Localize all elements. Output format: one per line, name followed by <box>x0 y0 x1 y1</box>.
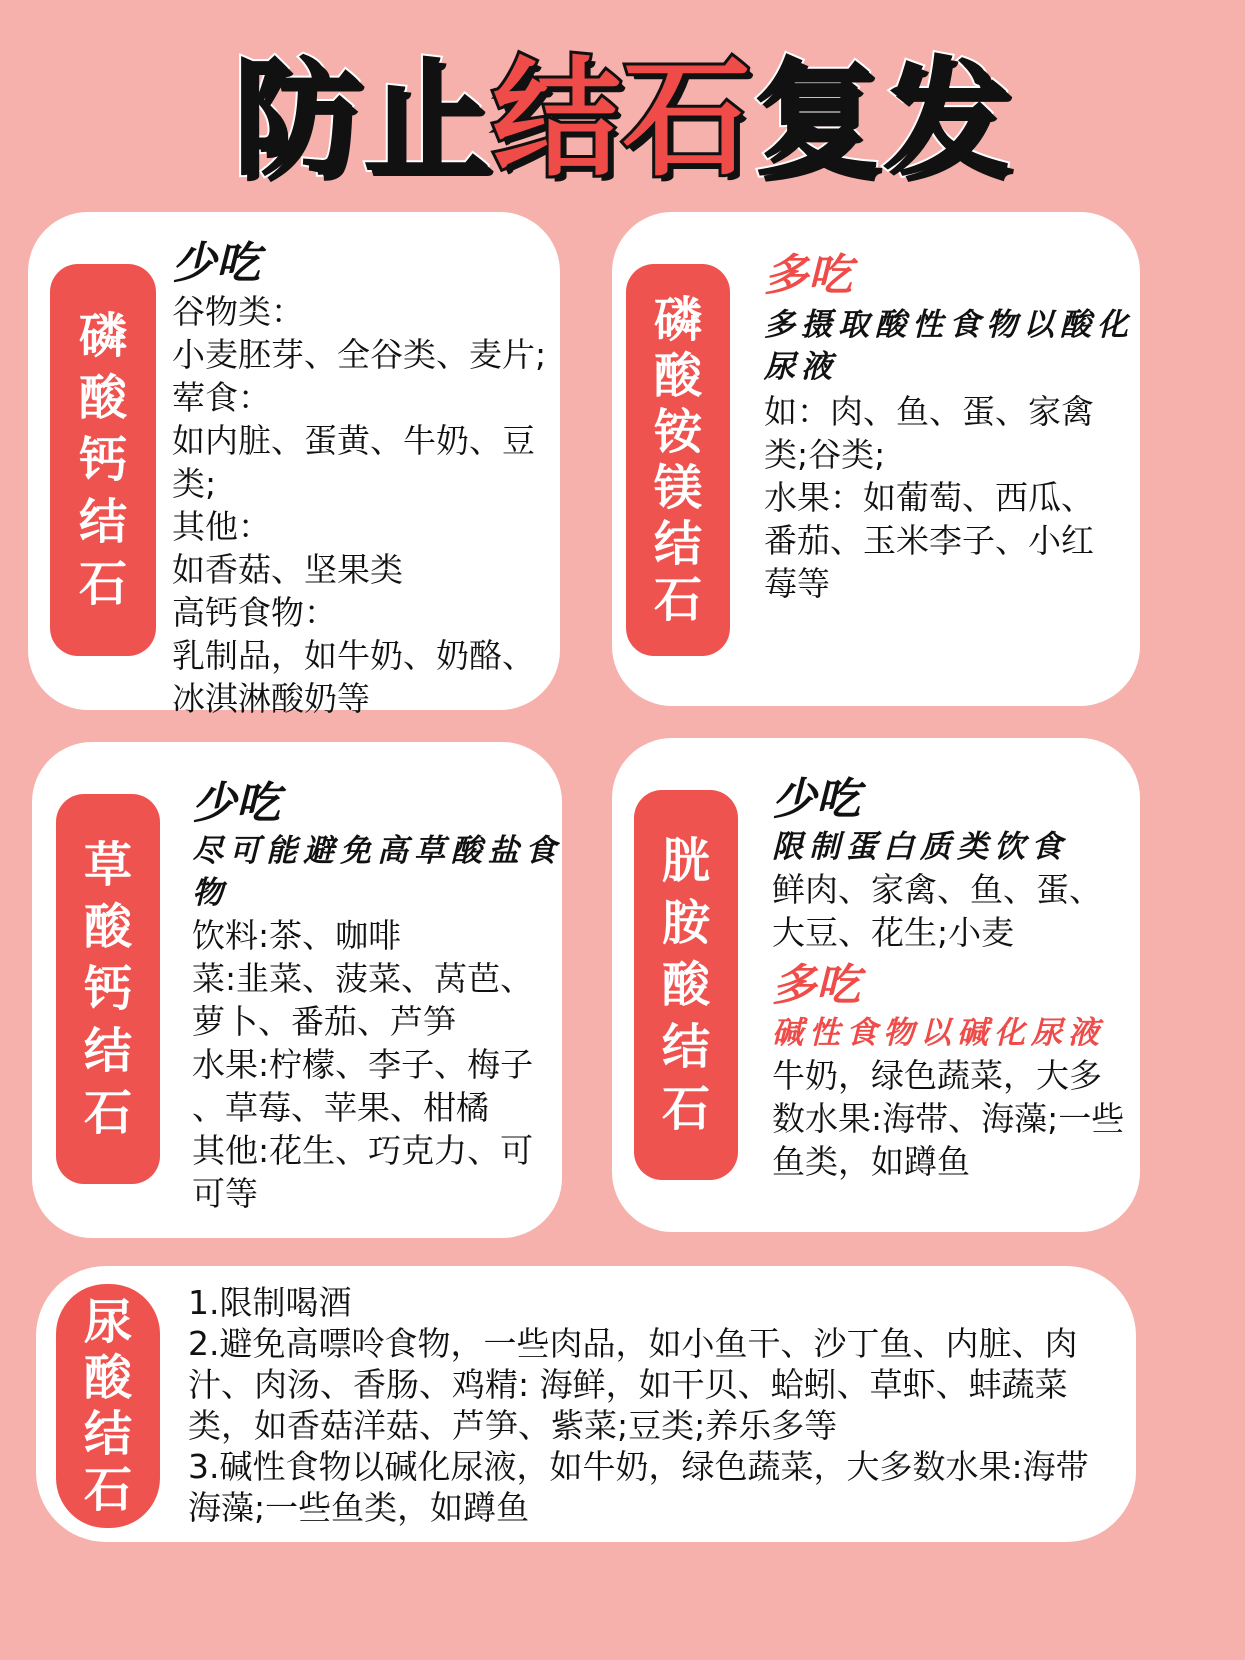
food-list-more <box>772 1054 1124 1183</box>
card-struvite <box>612 212 1140 706</box>
text-line: 2.避免高嘌呤食物，一些肉品，如小鱼干、沙丁鱼、内脏、肉 <box>188 1324 1078 1363</box>
text-line: 鲜肉、家禽、鱼、蛋、 <box>772 870 1102 909</box>
content-struvite <box>764 250 1134 605</box>
text-line: 尿液 <box>764 349 838 385</box>
text-line: 萝卜、番茄、芦笋 <box>192 1002 456 1041</box>
card-calcium-phosphate <box>28 212 560 718</box>
stone-type-label: 胱胺酸结石 <box>661 833 710 1137</box>
advice-subheading: 限制蛋白质类饮食 <box>772 829 1068 865</box>
food-list-less <box>772 868 1124 954</box>
text-line: 高钙食物： <box>172 593 337 632</box>
text-line: 、草莓、苹果、柑橘 <box>192 1088 489 1127</box>
stone-type-label: 磷酸钙结石 <box>78 308 127 612</box>
text-line: 类; <box>172 464 217 503</box>
heading-eat-less: 少吃 <box>192 778 280 829</box>
heading-eat-more: 多吃 <box>772 960 860 1011</box>
text-line: 莓等 <box>764 564 830 603</box>
text-line: 饮料:茶、咖啡 <box>192 916 402 955</box>
text-line: 其他： <box>172 507 271 546</box>
title-part-3: 复发 <box>752 45 1013 194</box>
text-line: 番茄、玉米李子、小红 <box>764 521 1094 560</box>
content-calcium-oxalate <box>192 778 562 1215</box>
label-calcium-phosphate <box>50 264 156 656</box>
text-line: 类，如香菇洋菇、芦笋、紫菜;豆类;养乐多等 <box>188 1406 838 1445</box>
text-line: 数水果:海带、海藻;一些 <box>772 1099 1125 1138</box>
text-line: 如内脏、蛋黄、牛奶、豆 <box>172 421 535 460</box>
text-line: 小麦胚芽、全谷类、麦片; <box>172 335 547 374</box>
food-list <box>192 914 562 1215</box>
stone-type-label: 尿酸结石 <box>83 1294 132 1518</box>
text-line: 海藻;一些鱼类，如蹲鱼 <box>188 1488 530 1527</box>
heading-eat-less: 少吃 <box>172 238 260 289</box>
heading-eat-less: 少吃 <box>772 774 860 825</box>
text-line: 水果:柠檬、李子、梅子 <box>192 1045 534 1084</box>
advice-subheading-more: 碱性食物以碱化尿液 <box>772 1015 1105 1051</box>
text-line: 物 <box>192 875 229 911</box>
text-line: 如：肉、鱼、蛋、家禽 <box>764 392 1094 431</box>
food-list <box>764 390 1134 605</box>
stone-type-label: 磷酸铵镁结石 <box>653 292 702 628</box>
text-line: 荤食： <box>172 378 271 417</box>
heading-eat-more: 多吃 <box>764 250 852 301</box>
text-line: 类;谷类; <box>764 435 886 474</box>
page-title <box>0 40 1245 200</box>
card-uric-acid <box>36 1266 1136 1542</box>
title-part-1: 防止 <box>232 45 493 194</box>
content-calcium-phosphate <box>172 238 546 720</box>
title-part-2: 结石 <box>492 45 753 194</box>
stone-type-label: 草酸钙结石 <box>83 837 132 1141</box>
advice-subheading <box>764 304 1134 388</box>
text-line: 大豆、花生;小麦 <box>772 913 1015 952</box>
food-list <box>172 290 546 720</box>
text-line: 汁、肉汤、香肠、鸡精: 海鲜，如干贝、蛤蚓、草虾、蚌蔬菜 <box>188 1365 1068 1404</box>
label-calcium-oxalate <box>56 794 160 1184</box>
card-cystine <box>612 738 1140 1232</box>
text-line: 牛奶，绿色蔬菜，大多 <box>772 1056 1102 1095</box>
text-line: 冰淇淋酸奶等 <box>172 679 370 718</box>
text-line: 可等 <box>192 1174 258 1213</box>
text-line: 尽可能避免高草酸盐食 <box>192 833 562 869</box>
text-line: 乳制品，如牛奶、奶酪、 <box>172 636 535 675</box>
advice-list <box>188 1282 1089 1528</box>
text-line: 3.碱性食物以碱化尿液，如牛奶，绿色蔬菜，大多数水果:海带 <box>188 1447 1089 1486</box>
text-line: 鱼类，如蹲鱼 <box>772 1142 970 1181</box>
text-line: 水果：如葡萄、西瓜、 <box>764 478 1094 517</box>
text-line: 如香菇、坚果类 <box>172 550 403 589</box>
text-line: 菜:韭菜、菠菜、莴芭、 <box>192 959 534 998</box>
text-line: 1.限制喝酒 <box>188 1283 352 1322</box>
text-line: 其他:花生、巧克力、可 <box>192 1131 534 1170</box>
text-line: 多摄取酸性食物以酸化 <box>764 307 1134 343</box>
content-cystine <box>772 774 1124 1183</box>
card-calcium-oxalate <box>32 742 562 1238</box>
label-uric-acid <box>56 1284 160 1528</box>
label-struvite <box>626 264 730 656</box>
advice-subheading <box>192 830 562 914</box>
text-line: 谷物类： <box>172 292 304 331</box>
label-cystine <box>634 790 738 1180</box>
